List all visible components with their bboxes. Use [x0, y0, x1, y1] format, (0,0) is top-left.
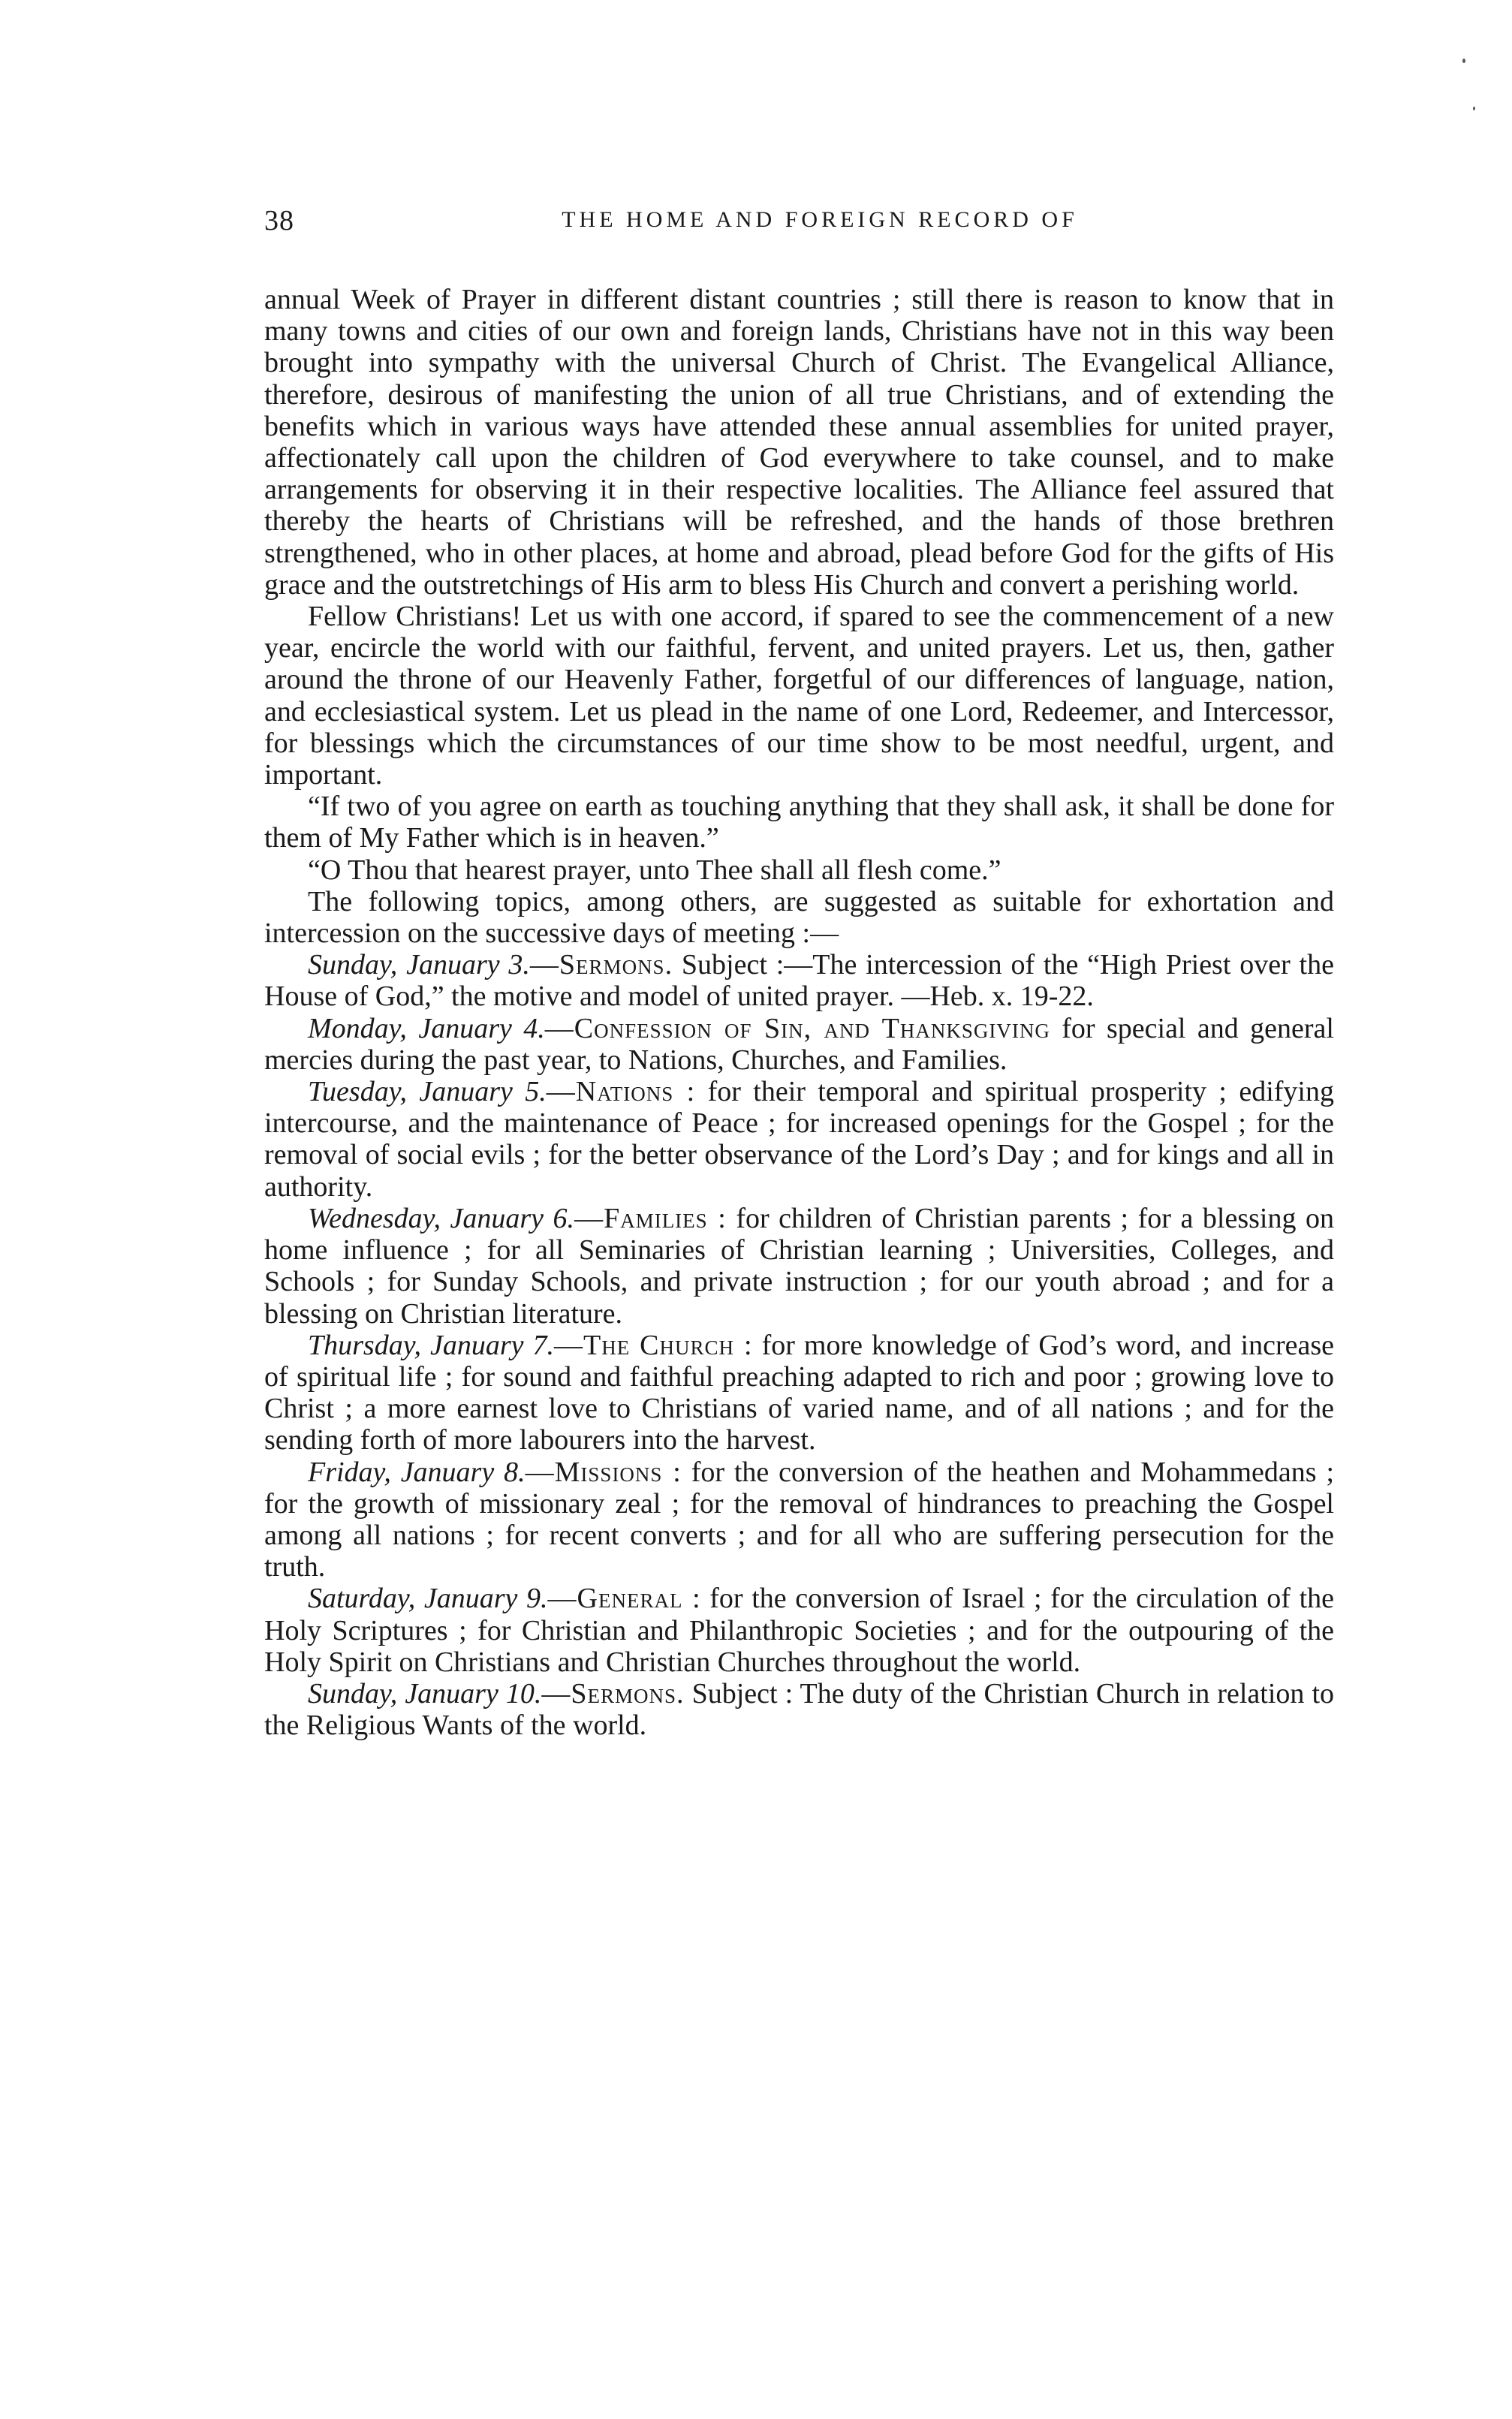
page-header [264, 204, 1334, 242]
article-body [264, 284, 1334, 1741]
day-topic: —Families : [574, 1202, 727, 1234]
day-topic: —The Church : [553, 1329, 753, 1361]
prayer-day-entry [264, 1203, 1334, 1330]
day-topic: —Sermons. [529, 949, 673, 981]
prayer-day-entry [264, 1013, 1334, 1076]
day-date: Tuesday, January 5. [308, 1076, 547, 1108]
page-number: 38 [264, 205, 294, 236]
day-date: Friday, January 8. [308, 1456, 526, 1488]
day-date: Sunday, January 3. [308, 949, 530, 981]
day-topic: —Sermons. [541, 1677, 685, 1710]
day-text: for more knowledge of God’s word, and increase of spiritual life ; for sound and faithful preaching adapted to rich and poor ; growing love to Christ ; a more earnest love to Christians of varied name, and of all nations ; and for the sending forth of more labourers into the harvest. [264, 1329, 1334, 1457]
prayer-day-entry [264, 1076, 1334, 1203]
paragraph: annual Week of Prayer in different distant countries ; still there is reason to know that in many towns and cities of our own and foreign lands, Christians have not in this way been brought into sympathy with the universal Church of Christ. The Evangelical Alliance, therefore, desirous of manifesting the union of all true Christians, and of extending the benefits which in various ways have attended these annual assemblies for united prayer, affectionately call upon the children of God everywhere to take counsel, and to make arrangements for observing it in their respective localities. The Alliance feel assured that thereby the hearts of Christians will be refreshed, and the hands of those brethren strengthened, who in other places, at home and abroad, plead before God for the gifts of His grace and the outstretchings of His arm to bless His Church and convert a perishing world. [264, 284, 1334, 601]
paragraph: The following topics, among others, are suggested as suitable for exhortation and intercession on the successive days of meeting :— [264, 885, 1334, 950]
day-text: for the conversion of the heathen and Mohammedans ; for the growth of missionary zeal ; for the removal of hindrances to preaching the Gospel among all nations ; for recent converts ; and for all who are suffering persecution for the truth. [264, 1456, 1334, 1583]
prayer-day-entry [264, 1457, 1334, 1583]
paper-speck [1462, 59, 1465, 63]
scripture-quote: “O Thou that hearest prayer, unto Thee shall all flesh come.” [308, 854, 1001, 886]
day-text: for the conversion of Israel ; for the circulation of the Holy Scriptures ; for Christian and Philanthropic Societies ; and for the outpouring of the Holy Spirit on Christians and Christian Churches throughout the world. [264, 1583, 1335, 1678]
prayer-day-entry [264, 949, 1334, 1012]
day-date: Monday, January 4. [308, 1012, 545, 1044]
day-date: Sunday, January 10. [308, 1677, 542, 1710]
prayer-day-entry [264, 1678, 1334, 1741]
day-text: for special and general mercies during the past year, to Nations, Churches, and Families. [264, 1012, 1334, 1076]
day-text: Subject :—The intercession of the “High Priest over the House of God,” the motive and model of united prayer. —Heb. x. 19-22. [264, 949, 1334, 1013]
day-date: Saturday, January 9. [308, 1583, 548, 1615]
paragraph: Fellow Christians! Let us with one accord, if spared to see the commencement of a new year, encircle the world with our faithful, fervent, and united prayers. Let us, then, gather around the throne of our Heavenly Father, forgetful of our differences of language, nation, and ecclesiastical system. Let us plead in the name of one Lord, Redeemer, and Intercessor, for blessings which the circumstances of our time show to be most needful, urgent, and important. [264, 601, 1334, 791]
prayer-day-entry [264, 1330, 1334, 1457]
paper-speck [1473, 107, 1475, 110]
day-date: Thursday, January 7. [308, 1329, 554, 1361]
day-text: for their temporal and spiritual prosperity ; edifying intercourse, and the maintenance of Peace ; for increased openings for the Gospel ; for the removal of social evils ; for the better observance of the Lord’s Day ; and for kings and all in authority. [264, 1076, 1334, 1203]
day-date: Wednesday, January 6. [308, 1202, 575, 1234]
day-text: Subject : The duty of the Christian Church in relation to the Religious Wants of the world. [264, 1677, 1334, 1742]
day-topic: —Nations : [546, 1076, 696, 1108]
scripture-quote: “If two of you agree on earth as touching anything that they shall ask, it shall be done for them of My Father which is in heaven.” [264, 791, 1334, 854]
day-text: for children of Christian parents ; for a blessing on home influence ; for all Seminaries of Christian learning ; Universities, Colleges, and Schools ; for Sunday Schools, and private instruction ; for our youth abroad ; and for a blessing on Christian literature. [264, 1202, 1334, 1330]
running-title: THE HOME AND FOREIGN RECORD OF [562, 207, 1078, 232]
day-topic: —General : [547, 1583, 701, 1615]
prayer-day-entry [264, 1583, 1334, 1678]
day-topic: —Missions : [525, 1456, 682, 1488]
day-topic: —Confession of Sin, and Thanksgiving [544, 1012, 1050, 1044]
